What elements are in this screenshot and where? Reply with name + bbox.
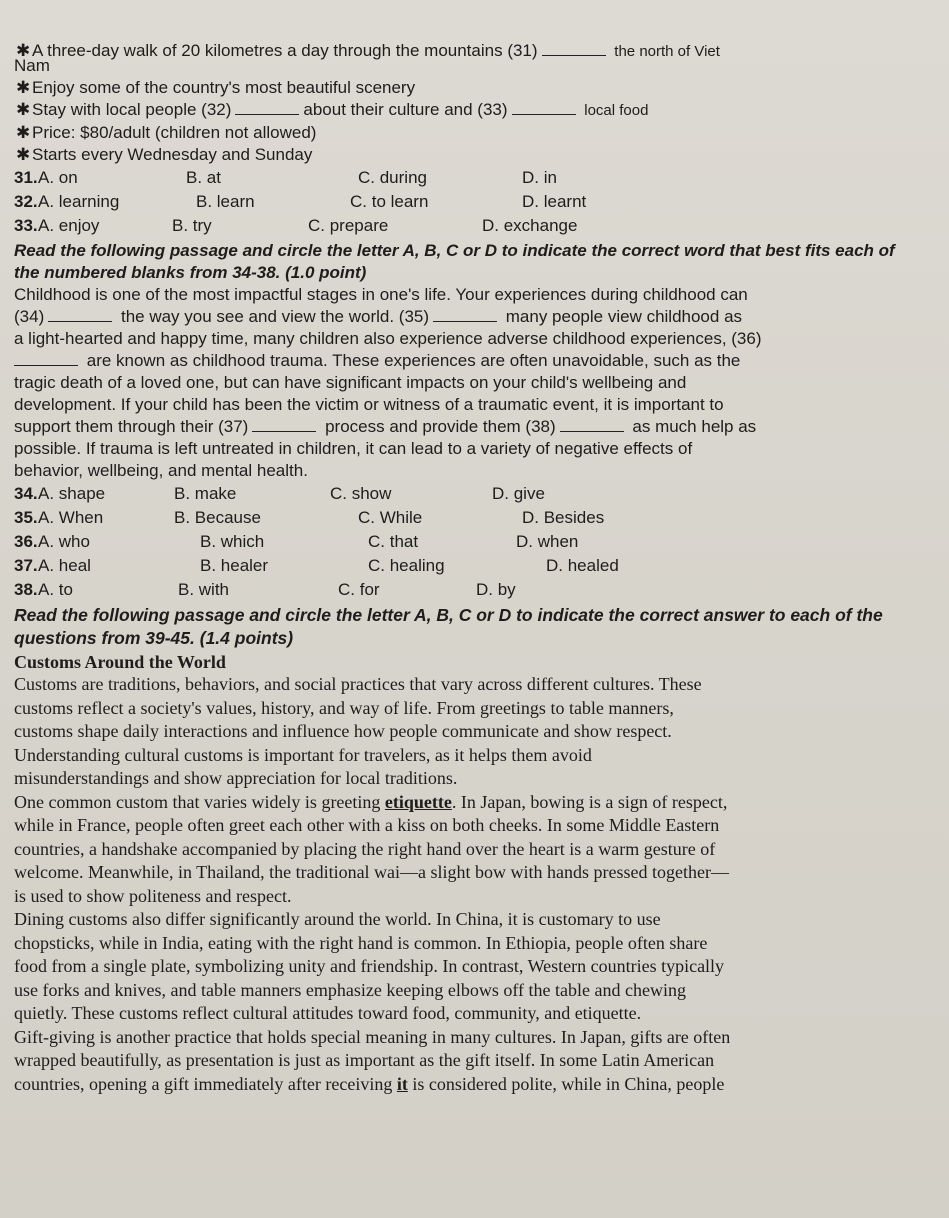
passage-childhood: Childhood is one of the most impactful stages in one's life. Your experiences during childhood can (34) the way you see and view the world. (35) many people view childhood as a light-hearted and happy time, many children also experience adverse childhood experiences, (36) are known as childhood trauma. These experiences are often unavoidable, such as the tragic death of a loved one, but can have significant impacts on your child's wellbeing and development. If your child has been the victim or witness of a traumatic event, it is important to support them through their (37) process and provide them (38) as much help as possible. If trauma is left untreated in children, it can lead to a variety of negative effects of behavior, wellbeing, and mental health. [14,285,762,480]
bullet-star-icon: ✱ [16,100,31,119]
paragraph-4: Gift-giving is another practice that holds special meaning in many cultures. In Japan, gifts are often wrapped beautifully, as presentation is just as important as the gift itself. In some Latin American countries, opening a gift immediately after receiving it is considered polite, while in China, people [14,1026,731,1094]
option-b[interactable]: B. at [186,168,221,187]
trip-line-3: ✱ Stay with local people (32) about their culture and (33) local food [16,100,649,119]
option-d[interactable]: D. when [516,532,579,551]
option-a[interactable]: A. When [38,508,104,527]
question-31: 31. A. on B. at C. during D. in [14,168,557,187]
option-c[interactable]: C. to learn [350,192,429,211]
bullet-star-icon: ✱ [16,123,31,142]
option-a[interactable]: A. heal [38,556,91,575]
underlined-word-etiquette: etiquette [384,791,452,812]
paragraph-3: Dining customs also differ significantly around the world. In China, it is customary to use chopsticks, while in India, eating with the right hand is common. In Ethiopia, people often share food from a single plate, symbolizing unity and friendship. In contrast, Western countries typically use forks and knives, and table manners emphasize keeping elbows off the table and chewing quietly. These customs reflect cultural attitudes toward food, community, and etiquette. [14,909,725,1023]
bullet-star-icon: ✱ [16,145,31,164]
option-b[interactable]: B. which [200,532,265,551]
question-set-2 [14,482,909,602]
trip-line-2: ✱ Enjoy some of the country's most beautiful scenery [16,78,416,97]
option-c[interactable]: C. While [358,508,423,527]
blank-35[interactable] [433,307,497,322]
option-b[interactable]: B. healer [200,556,269,575]
option-c[interactable]: C. for [338,580,380,599]
option-b[interactable]: B. with [178,580,230,599]
option-b[interactable]: B. try [172,216,212,235]
question-38: 38. A. to B. with C. for D. by [14,580,516,599]
question-35: 35. A. When B. Because C. While D. Besides [14,508,605,527]
option-d[interactable]: D. learnt [522,192,587,211]
option-b[interactable]: B. Because [174,508,261,527]
option-a[interactable]: A. to [38,580,73,599]
blank-38[interactable] [560,417,624,432]
option-a[interactable]: A. who [38,532,90,551]
option-d[interactable]: D. give [492,484,545,503]
instruction-39-45: Read the following passage and circle the letter A, B, C or D to indicate the correct answer to each of the questions from 39-45. (1.4 points) [14,605,883,648]
blank-36[interactable] [14,351,78,366]
paragraph-1: Customs are traditions, behaviors, and social practices that vary across different cultures. These customs reflect a society's values, history, and way of life. From greetings to table manners, customs shape daily interactions and influence how people communicate and show respect. Understanding cultural customs is important for travelers, as it helps them avoid misunderstandings and show appreciation for local traditions. [14,674,702,788]
option-d[interactable]: D. healed [546,556,619,575]
trip-line-1-cont: Nam [14,56,50,75]
instruction-34-38: Read the following passage and circle the letter A, B, C or D to indicate the correct word that best fits each of the numbered blanks from 34-38. (1.0 point) [14,241,895,282]
question-34: 34. A. shape B. make C. show D. give [14,484,545,503]
option-a[interactable]: A. learning [38,192,120,211]
question-set-1 [14,166,909,238]
option-d[interactable]: D. exchange [482,216,578,235]
question-33: 33. A. enjoy B. try C. prepare D. exchange [14,216,578,235]
option-c[interactable]: C. that [368,532,419,551]
option-a[interactable]: A. shape [38,484,106,503]
option-d[interactable]: D. in [522,168,557,187]
option-a[interactable]: A. enjoy [38,216,100,235]
question-36: 36. A. who B. which C. that D. when [14,532,579,551]
option-a[interactable]: A. on [38,168,78,187]
blank-37[interactable] [252,417,316,432]
paragraph-2: One common custom that varies widely is greeting etiquette. In Japan, bowing is a sign of respect, while in France, people often greet each other with a kiss on both cheeks. In some Middle Eastern countries, a handshake accompanied by placing the right hand over the heart is a warm gesture of welcome. Meanwhile, in Thailand, the traditional wai—a slight bow with hands pressed together— is used to show politeness and respect. [14,791,729,906]
bullet-star-icon: ✱ [16,78,31,97]
passage-customs [14,673,909,1096]
option-c[interactable]: C. prepare [308,216,389,235]
bullet-star-icon: ✱ [16,41,31,60]
option-d[interactable]: D. by [476,580,516,599]
question-32: 32. A. learning B. learn C. to learn D. learnt [14,192,587,211]
option-b[interactable]: B. learn [196,192,255,211]
option-d[interactable]: D. Besides [522,508,605,527]
underlined-word-it: it [396,1073,408,1094]
option-c[interactable]: C. healing [368,556,445,575]
passage-title: Customs Around the World [14,652,226,672]
trip-line-1: ✱ A three-day walk of 20 kilometres a day through the mountains (31) the north of Viet [16,41,720,60]
blank-31[interactable] [542,41,606,56]
trip-line-4: ✱ Price: $80/adult (children not allowed) [16,123,317,142]
option-c[interactable]: C. show [330,484,392,503]
trip-line-5: ✱ Starts every Wednesday and Sunday [16,145,313,164]
option-c[interactable]: C. during [358,168,427,187]
blank-32[interactable] [235,100,299,115]
question-37: 37. A. heal B. healer C. healing D. healed [14,556,619,575]
blank-33[interactable] [512,100,576,115]
blank-34[interactable] [48,307,112,322]
option-b[interactable]: B. make [174,484,237,503]
